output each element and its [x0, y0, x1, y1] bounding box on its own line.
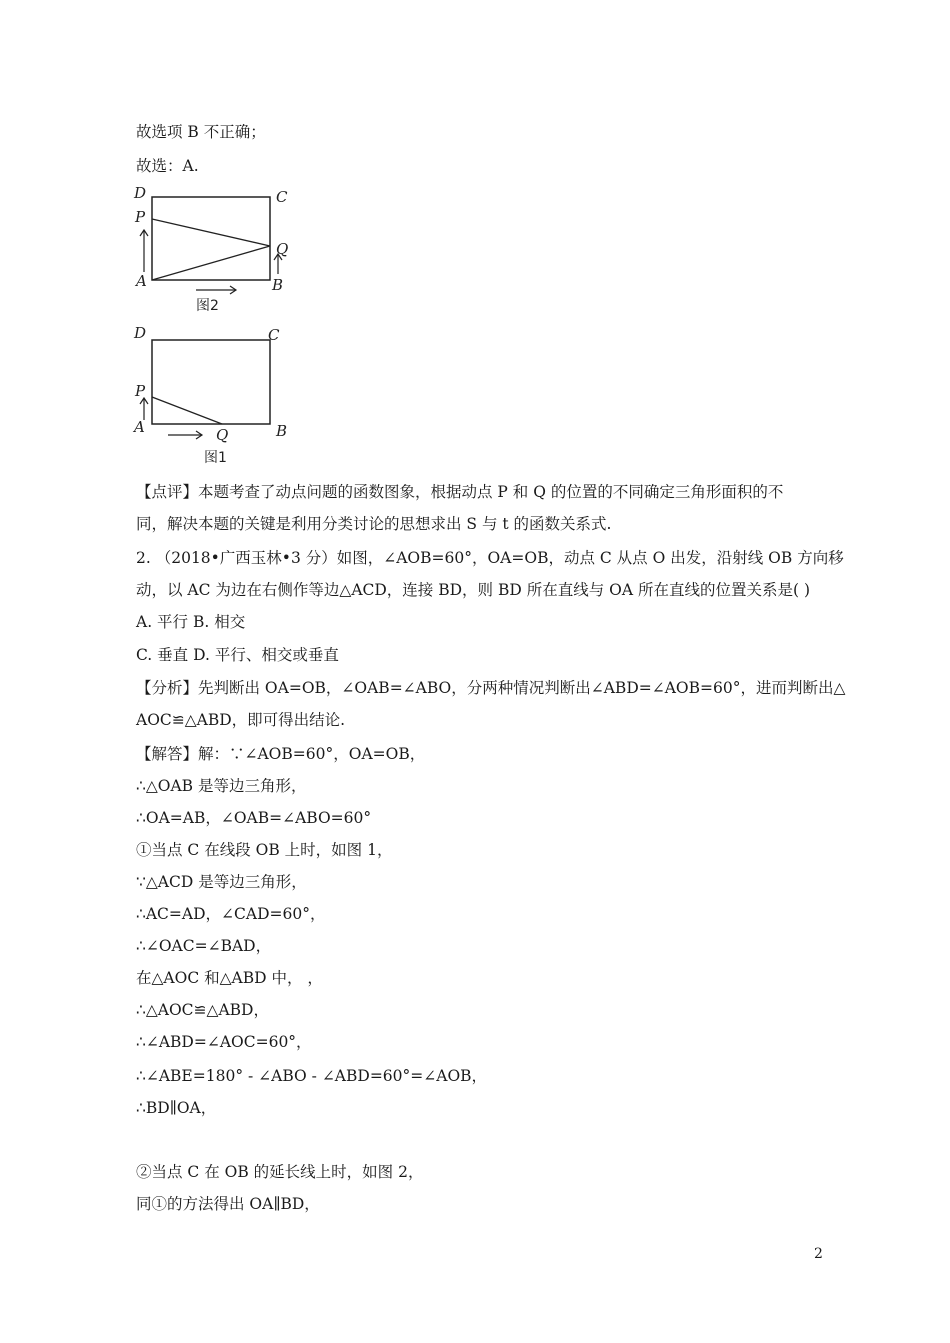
text-line: ∴∠ABE=180° - ∠ABO - ∠ABD=60°=∠AOB，: [136, 1067, 488, 1085]
text-line: ∴OA=AB，∠OAB=∠ABO=60°: [136, 809, 372, 827]
figure-1: [130, 322, 300, 474]
label-A: A: [136, 272, 147, 290]
label-B: B: [276, 422, 288, 440]
text-line: AOC≌△ABD，即可得出结论.: [136, 711, 346, 729]
text-line: 2. （2018•广西玉林•3 分）如图，∠AOB=60°，OA=OB，动点 C 从点 O 出发，沿射线 OB 方向移: [136, 549, 844, 567]
text-line: 同，解决本题的关键是利用分类讨论的思想求出 S 与 t 的函数关系式.: [136, 515, 612, 533]
figure-caption: 图2: [196, 298, 219, 314]
label-A: A: [134, 418, 145, 436]
text-line: ∴△OAB 是等边三角形，: [136, 777, 307, 795]
label-P: P: [135, 208, 146, 226]
figure-caption: 图1: [204, 450, 227, 466]
text-line: ∵△ACD 是等边三角形，: [136, 873, 307, 891]
text-line: C. 垂直 D. 平行、相交或垂直: [136, 646, 339, 664]
label-B: B: [272, 276, 284, 294]
text-line: A. 平行 B. 相交: [136, 613, 246, 631]
label-Q: Q: [276, 240, 289, 258]
text-line: ∴AC=AD，∠CAD=60°，: [136, 905, 326, 923]
label-C: C: [276, 188, 288, 206]
label-D: D: [134, 324, 147, 342]
figure-1-diagram: [130, 322, 300, 470]
text-line: ∴△AOC≌△ABD，: [136, 1001, 269, 1019]
figure-2: [130, 182, 300, 321]
text-line: 在△AOC 和△ABD 中， ，: [136, 969, 323, 987]
text-line: ②当点 C 在 OB 的延长线上时，如图 2，: [136, 1163, 424, 1181]
label-Q: Q: [216, 426, 229, 444]
text-line: 同①的方法得出 OA∥BD，: [136, 1195, 320, 1213]
text-line: 【解答】解：∵∠AOB=60°，OA=OB，: [136, 745, 426, 763]
text-line: ①当点 C 在线段 OB 上时，如图 1，: [136, 841, 393, 859]
text-line: ∴BD∥OA，: [136, 1099, 217, 1117]
text-line: 故选：A.: [136, 157, 199, 175]
page-number: 2: [814, 1246, 823, 1262]
label-D: D: [134, 184, 147, 202]
text-line: ∴∠ABD=∠AOC=60°，: [136, 1033, 312, 1051]
text-line: 故选项 B 不正确；: [136, 123, 266, 141]
figure-2-diagram: [130, 182, 300, 317]
text-line: 动，以 AC 为边在右侧作等边△ACD，连接 BD，则 BD 所在直线与 OA 所在直线的位置关系是( ): [136, 581, 811, 599]
label-P: P: [135, 382, 146, 400]
text-line: 【分析】先判断出 OA=OB，∠OAB=∠ABO，分两种情况判断出∠ABD=∠AOB=60°，进而判断出△: [136, 679, 846, 697]
label-C: C: [268, 326, 280, 344]
text-line: 【点评】本题考查了动点问题的函数图象，根据动点 P 和 Q 的位置的不同确定三角形面积的不: [136, 483, 784, 501]
text-line: ∴∠OAC=∠BAD，: [136, 937, 272, 955]
